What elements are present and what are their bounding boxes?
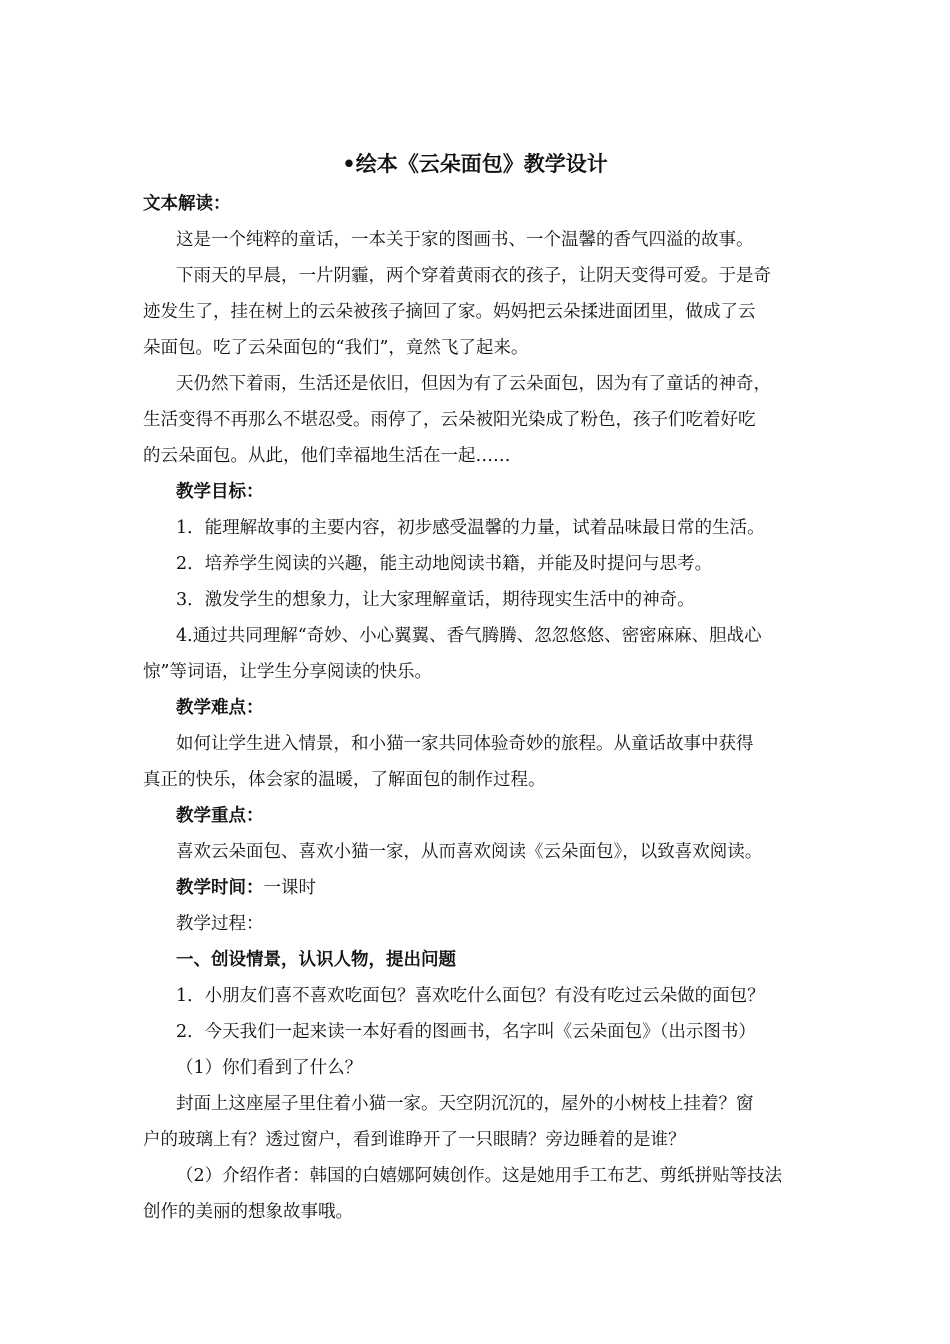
paragraph-line: 生活变得不再那么不堪忍受。雨停了，云朵被阳光染成了粉色，孩子们吃着好吃 <box>143 410 756 430</box>
teaching-process-label: 教学过程： <box>176 914 264 934</box>
paragraph-line: 真正的快乐，体会家的温暖，了解面包的制作过程。 <box>143 770 546 790</box>
paragraph-line: 天仍然下着雨，生活还是依旧，但因为有了云朵面包，因为有了童话的神奇， <box>176 374 771 394</box>
paragraph-line: 如何让学生进入情景，和小猫一家共同体验奇妙的旅程。从童话故事中获得 <box>176 734 754 754</box>
paragraph-line: 迹发生了，挂在树上的云朵被孩子摘回了家。妈妈把云朵揉进面团里，做成了云 <box>143 302 756 322</box>
paragraph-line: 户的玻璃上有？透过窗户，看到谁睁开了一只眼睛？旁边睡着的是谁？ <box>143 1130 686 1150</box>
section-heading-text-analysis: 文本解读： <box>143 194 231 214</box>
sub-question: （1）你们看到了什么？ <box>176 1058 363 1078</box>
paragraph-line: （2）介绍作者：韩国的白嬉娜阿姨创作。这是她用手工布艺、剪纸拼贴等技法 <box>176 1166 783 1186</box>
question-item: 2．今天我们一起来读一本好看的图画书，名字叫《云朵面包》（出示图书） <box>176 1022 756 1042</box>
page-title: •绘本《云朵面包》教学设计 <box>342 152 608 176</box>
goal-item: 3．激发学生的想象力，让大家理解童话，期待现实生活中的神奇。 <box>176 590 695 610</box>
teaching-time-label: 教学时间： <box>176 878 264 898</box>
teaching-time-value: 一课时 <box>263 878 316 898</box>
goal-item: 2．培养学生阅读的兴趣，能主动地阅读书籍，并能及时提问与思考。 <box>176 554 713 574</box>
paragraph-line: 朵面包。吃了云朵面包的“我们”，竟然飞了起来。 <box>143 338 529 358</box>
goal-item: 4.通过共同理解“奇妙、小心翼翼、香气腾腾、忽忽悠悠、密密麻麻、胆战心 <box>176 626 762 646</box>
paragraph-line: 创作的美丽的想象故事哦。 <box>143 1202 353 1222</box>
document-body <box>143 186 811 1230</box>
question-item: 1．小朋友们喜不喜欢吃面包？喜欢吃什么面包？有没有吃过云朵做的面包？ <box>176 986 765 1006</box>
paragraph-line: 的云朵面包。从此，他们幸福地生活在一起…… <box>143 446 511 466</box>
paragraph-line: 这是一个纯粹的童话，一本关于家的图画书、一个温馨的香气四溢的故事。 <box>176 230 754 250</box>
teaching-time <box>143 870 811 906</box>
paragraph-line: 封面上这座屋子里住着小猫一家。天空阴沉沉的，屋外的小树枝上挂着？窗 <box>176 1094 754 1114</box>
section-heading-focus: 教学重点： <box>176 806 264 826</box>
section-heading-difficulty: 教学难点： <box>176 698 264 718</box>
paragraph-line: 喜欢云朵面包、喜欢小猫一家，从而喜欢阅读《云朵面包》，以致喜欢阅读。 <box>176 842 763 862</box>
goal-item-continued: 惊”等词语，让学生分享阅读的快乐。 <box>143 662 432 682</box>
goal-item: 1．能理解故事的主要内容，初步感受温馨的力量，试着品味最日常的生活。 <box>176 518 765 538</box>
section-heading-goals: 教学目标： <box>176 482 264 502</box>
step-heading: 一、创设情景，认识人物，提出问题 <box>176 950 456 970</box>
paragraph-line: 下雨天的早晨，一片阴霾，两个穿着黄雨衣的孩子，让阴天变得可爱。于是奇 <box>176 266 771 286</box>
